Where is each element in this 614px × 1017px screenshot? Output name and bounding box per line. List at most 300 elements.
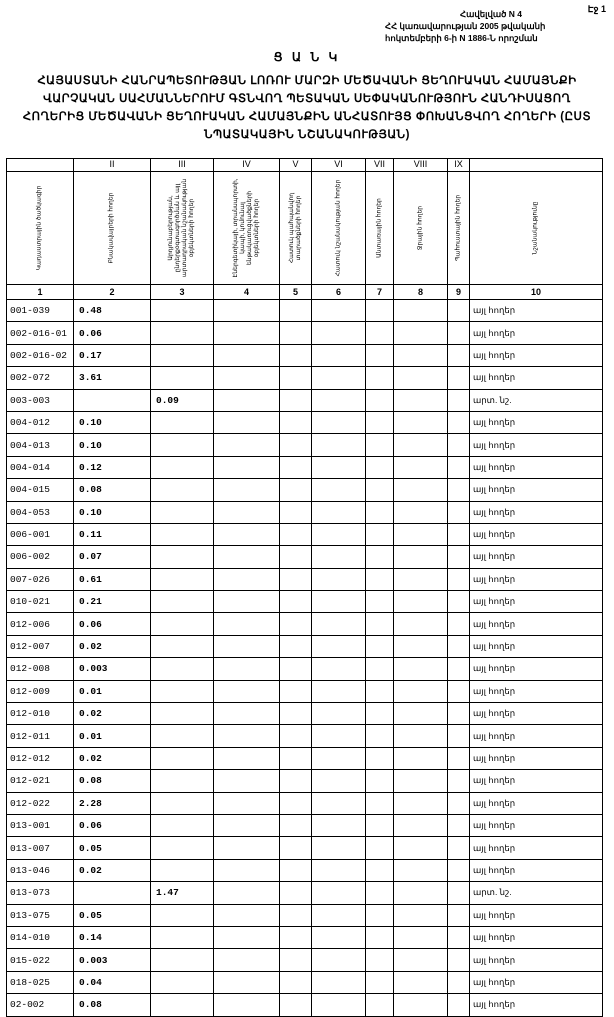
special-area-cell: [312, 546, 366, 568]
reserve-area-cell: [448, 703, 470, 725]
purpose-cell: այլ հողեր: [470, 703, 603, 725]
reserve-area-cell: [448, 770, 470, 792]
reserve-area-cell: [448, 635, 470, 657]
special-area-cell: [312, 300, 366, 322]
special-area-cell: [312, 344, 366, 366]
purpose-cell: այլ հողեր: [470, 971, 603, 993]
water-area-cell: [394, 770, 448, 792]
table-row: [7, 344, 603, 366]
cadastral-code-cell: 012-008: [7, 658, 74, 680]
special-area-cell: [312, 613, 366, 635]
protected-area-cell: [280, 658, 312, 680]
settlement-area-cell: 0.48: [74, 300, 151, 322]
purpose-cell: այլ հողեր: [470, 546, 603, 568]
table-row: [7, 814, 603, 836]
forest-area-cell: [366, 680, 394, 702]
energy-area-cell: [214, 904, 280, 926]
settlement-area-cell: 0.003: [74, 949, 151, 971]
settlement-area-cell: 0.07: [74, 546, 151, 568]
purpose-cell: այլ հողեր: [470, 949, 603, 971]
table-body: [7, 300, 603, 1017]
column-number: 8: [394, 285, 448, 300]
purpose-cell: այլ հողեր: [470, 635, 603, 657]
settlement-area-cell: 0.21: [74, 591, 151, 613]
cadastral-code-cell: 014-010: [7, 926, 74, 948]
protected-area-cell: [280, 322, 312, 344]
reserve-area-cell: [448, 479, 470, 501]
table-row: [7, 479, 603, 501]
settlement-area-cell: 0.05: [74, 837, 151, 859]
column-header-water-lands: [394, 172, 448, 285]
forest-area-cell: [366, 904, 394, 926]
reserve-area-cell: [448, 882, 470, 904]
special-area-cell: [312, 367, 366, 389]
water-area-cell: [394, 859, 448, 881]
industrial-area-cell: [151, 613, 214, 635]
column-header-label: Հատուկ նշանակության հողեր: [335, 179, 341, 277]
protected-area-cell: [280, 389, 312, 411]
special-area-cell: [312, 792, 366, 814]
energy-area-cell: [214, 479, 280, 501]
energy-area-cell: [214, 591, 280, 613]
reserve-area-cell: [448, 546, 470, 568]
purpose-cell: այլ հողեր: [470, 501, 603, 523]
roman-header: [7, 159, 74, 172]
water-area-cell: [394, 882, 448, 904]
table-row: [7, 926, 603, 948]
settlement-area-cell: 0.08: [74, 770, 151, 792]
industrial-area-cell: [151, 367, 214, 389]
cadastral-code-cell: 012-022: [7, 792, 74, 814]
special-area-cell: [312, 971, 366, 993]
table-row: [7, 434, 603, 456]
purpose-cell: այլ հողեր: [470, 792, 603, 814]
cadastral-code-cell: 004-053: [7, 501, 74, 523]
cadastral-code-cell: 012-010: [7, 703, 74, 725]
forest-area-cell: [366, 725, 394, 747]
reserve-area-cell: [448, 434, 470, 456]
reserve-area-cell: [448, 389, 470, 411]
energy-area-cell: [214, 926, 280, 948]
energy-area-cell: [214, 367, 280, 389]
water-area-cell: [394, 680, 448, 702]
forest-area-cell: [366, 456, 394, 478]
forest-area-cell: [366, 837, 394, 859]
water-area-cell: [394, 568, 448, 590]
reserve-area-cell: [448, 300, 470, 322]
table-row: [7, 546, 603, 568]
purpose-cell: այլ հողեր: [470, 456, 603, 478]
special-area-cell: [312, 770, 366, 792]
energy-area-cell: [214, 994, 280, 1016]
special-area-cell: [312, 837, 366, 859]
forest-area-cell: [366, 591, 394, 613]
column-header-protected-lands: [280, 172, 312, 285]
purpose-cell: այլ հողեր: [470, 344, 603, 366]
forest-area-cell: [366, 926, 394, 948]
cadastral-code-cell: 002-016-01: [7, 322, 74, 344]
water-area-cell: [394, 792, 448, 814]
cadastral-code-cell: 007-026: [7, 568, 74, 590]
energy-area-cell: [214, 725, 280, 747]
forest-area-cell: [366, 859, 394, 881]
water-area-cell: [394, 546, 448, 568]
roman-header: III: [151, 159, 214, 172]
table-row: [7, 837, 603, 859]
purpose-cell: այլ հողեր: [470, 658, 603, 680]
table-row: [7, 568, 603, 590]
industrial-area-cell: [151, 411, 214, 433]
column-header-label: Անտառային հողեր: [376, 198, 382, 258]
protected-area-cell: [280, 904, 312, 926]
water-area-cell: [394, 904, 448, 926]
column-number: 6: [312, 285, 366, 300]
water-area-cell: [394, 367, 448, 389]
water-area-cell: [394, 814, 448, 836]
settlement-area-cell: 0.02: [74, 747, 151, 769]
settlement-area-cell: 0.02: [74, 703, 151, 725]
industrial-area-cell: [151, 703, 214, 725]
protected-area-cell: [280, 994, 312, 1016]
cadastral-code-cell: 010-021: [7, 591, 74, 613]
special-area-cell: [312, 434, 366, 456]
water-area-cell: [394, 837, 448, 859]
water-area-cell: [394, 434, 448, 456]
table-row: [7, 300, 603, 322]
protected-area-cell: [280, 523, 312, 545]
protected-area-cell: [280, 814, 312, 836]
cadastral-code-cell: 013-073: [7, 882, 74, 904]
roman-header: VI: [312, 159, 366, 172]
forest-area-cell: [366, 613, 394, 635]
energy-area-cell: [214, 658, 280, 680]
protected-area-cell: [280, 680, 312, 702]
column-header-settlement-lands: [74, 172, 151, 285]
water-area-cell: [394, 591, 448, 613]
special-area-cell: [312, 725, 366, 747]
forest-area-cell: [366, 949, 394, 971]
energy-area-cell: [214, 949, 280, 971]
annex-line-3: հոկտեմբերի 6-ի N 1886-Ն որոշման: [385, 33, 538, 43]
special-area-cell: [312, 747, 366, 769]
industrial-area-cell: [151, 635, 214, 657]
protected-area-cell: [280, 367, 312, 389]
water-area-cell: [394, 411, 448, 433]
reserve-area-cell: [448, 322, 470, 344]
water-area-cell: [394, 456, 448, 478]
water-area-cell: [394, 479, 448, 501]
settlement-area-cell: 0.02: [74, 635, 151, 657]
water-area-cell: [394, 322, 448, 344]
industrial-area-cell: [151, 971, 214, 993]
special-area-cell: [312, 814, 366, 836]
reserve-area-cell: [448, 680, 470, 702]
purpose-cell: այլ հողեր: [470, 770, 603, 792]
industrial-area-cell: [151, 568, 214, 590]
cadastral-code-cell: 002-072: [7, 367, 74, 389]
settlement-area-cell: 3.61: [74, 367, 151, 389]
reserve-area-cell: [448, 725, 470, 747]
protected-area-cell: [280, 837, 312, 859]
column-number: 3: [151, 285, 214, 300]
table-row: [7, 322, 603, 344]
protected-area-cell: [280, 971, 312, 993]
reserve-area-cell: [448, 367, 470, 389]
energy-area-cell: [214, 971, 280, 993]
column-header-industrial-lands: [151, 172, 214, 285]
cadastral-code-cell: 012-007: [7, 635, 74, 657]
cadastral-code-cell: 006-002: [7, 546, 74, 568]
forest-area-cell: [366, 322, 394, 344]
industrial-area-cell: [151, 680, 214, 702]
column-header-row: [7, 172, 603, 285]
document-title: Ց Ա Ն Կ: [273, 50, 341, 64]
forest-area-cell: [366, 434, 394, 456]
industrial-area-cell: [151, 949, 214, 971]
roman-header: VIII: [394, 159, 448, 172]
settlement-area-cell: [74, 389, 151, 411]
protected-area-cell: [280, 613, 312, 635]
industrial-area-cell: [151, 456, 214, 478]
energy-area-cell: [214, 814, 280, 836]
reserve-area-cell: [448, 837, 470, 859]
roman-header: IV: [214, 159, 280, 172]
reserve-area-cell: [448, 971, 470, 993]
forest-area-cell: [366, 546, 394, 568]
water-area-cell: [394, 501, 448, 523]
cadastral-code-cell: 004-013: [7, 434, 74, 456]
industrial-area-cell: [151, 792, 214, 814]
protected-area-cell: [280, 703, 312, 725]
table-row: [7, 882, 603, 904]
table-row: [7, 591, 603, 613]
protected-area-cell: [280, 479, 312, 501]
settlement-area-cell: [74, 882, 151, 904]
industrial-area-cell: [151, 904, 214, 926]
roman-header: II: [74, 159, 151, 172]
protected-area-cell: [280, 747, 312, 769]
reserve-area-cell: [448, 949, 470, 971]
reserve-area-cell: [448, 501, 470, 523]
forest-area-cell: [366, 389, 394, 411]
industrial-area-cell: [151, 747, 214, 769]
purpose-cell: այլ հողեր: [470, 591, 603, 613]
table-row: [7, 703, 603, 725]
table-row: [7, 680, 603, 702]
column-number: 10: [470, 285, 603, 300]
industrial-area-cell: [151, 501, 214, 523]
cadastral-code-cell: 013-007: [7, 837, 74, 859]
protected-area-cell: [280, 456, 312, 478]
reserve-area-cell: [448, 904, 470, 926]
column-number: 5: [280, 285, 312, 300]
forest-area-cell: [366, 882, 394, 904]
water-area-cell: [394, 971, 448, 993]
table-row: [7, 501, 603, 523]
protected-area-cell: [280, 635, 312, 657]
protected-area-cell: [280, 859, 312, 881]
energy-area-cell: [214, 770, 280, 792]
purpose-cell: այլ հողեր: [470, 479, 603, 501]
reserve-area-cell: [448, 568, 470, 590]
column-header-special-lands: [312, 172, 366, 285]
land-table: [6, 158, 603, 1017]
column-header-energy-lands: [214, 172, 280, 285]
table-row: [7, 411, 603, 433]
settlement-area-cell: 0.04: [74, 971, 151, 993]
industrial-area-cell: [151, 300, 214, 322]
settlement-area-cell: 2.28: [74, 792, 151, 814]
reserve-area-cell: [448, 591, 470, 613]
cadastral-code-cell: 015-022: [7, 949, 74, 971]
settlement-area-cell: 0.10: [74, 434, 151, 456]
settlement-area-cell: 0.12: [74, 456, 151, 478]
column-number: 2: [74, 285, 151, 300]
table-row: [7, 747, 603, 769]
cadastral-code-cell: 004-014: [7, 456, 74, 478]
table-row: [7, 859, 603, 881]
forest-area-cell: [366, 747, 394, 769]
forest-area-cell: [366, 792, 394, 814]
table-row: [7, 904, 603, 926]
industrial-area-cell: [151, 523, 214, 545]
special-area-cell: [312, 904, 366, 926]
industrial-area-cell: [151, 814, 214, 836]
protected-area-cell: [280, 591, 312, 613]
purpose-cell: այլ հողեր: [470, 680, 603, 702]
purpose-cell: այլ հողեր: [470, 814, 603, 836]
industrial-area-cell: 1.47: [151, 882, 214, 904]
special-area-cell: [312, 949, 366, 971]
forest-area-cell: [366, 568, 394, 590]
annex-header: [385, 8, 605, 44]
roman-header: VII: [366, 159, 394, 172]
reserve-area-cell: [448, 994, 470, 1016]
table-row: [7, 770, 603, 792]
purpose-cell: այլ հողեր: [470, 367, 603, 389]
reserve-area-cell: [448, 456, 470, 478]
industrial-area-cell: [151, 770, 214, 792]
column-number: 1: [7, 285, 74, 300]
water-area-cell: [394, 725, 448, 747]
forest-area-cell: [366, 994, 394, 1016]
energy-area-cell: [214, 344, 280, 366]
water-area-cell: [394, 926, 448, 948]
energy-area-cell: [214, 411, 280, 433]
cadastral-code-cell: 012-021: [7, 770, 74, 792]
cadastral-code-cell: 012-011: [7, 725, 74, 747]
water-area-cell: [394, 613, 448, 635]
industrial-area-cell: [151, 837, 214, 859]
energy-area-cell: [214, 300, 280, 322]
energy-area-cell: [214, 613, 280, 635]
forest-area-cell: [366, 770, 394, 792]
industrial-area-cell: [151, 322, 214, 344]
industrial-area-cell: [151, 658, 214, 680]
purpose-cell: այլ հողեր: [470, 859, 603, 881]
reserve-area-cell: [448, 411, 470, 433]
protected-area-cell: [280, 882, 312, 904]
table-row: [7, 523, 603, 545]
special-area-cell: [312, 680, 366, 702]
settlement-area-cell: 0.02: [74, 859, 151, 881]
cadastral-code-cell: 013-046: [7, 859, 74, 881]
annex-line-1: Հավելված N 4: [460, 9, 522, 19]
cadastral-code-cell: 012-009: [7, 680, 74, 702]
cadastral-code-cell: 013-075: [7, 904, 74, 926]
forest-area-cell: [366, 300, 394, 322]
energy-area-cell: [214, 434, 280, 456]
forest-area-cell: [366, 635, 394, 657]
table-row: [7, 949, 603, 971]
column-header-label: Նշանակությունը: [532, 201, 539, 255]
purpose-cell: այլ հողեր: [470, 725, 603, 747]
forest-area-cell: [366, 344, 394, 366]
settlement-area-cell: 0.08: [74, 479, 151, 501]
industrial-area-cell: [151, 546, 214, 568]
settlement-area-cell: 0.14: [74, 926, 151, 948]
column-header-label: Էներգետիկայի, տրանսպորտի, կապի, կոմունալ ենթակառուցվածքների օբյեկտների հողեր: [232, 178, 260, 278]
settlement-area-cell: 0.003: [74, 658, 151, 680]
settlement-area-cell: 0.11: [74, 523, 151, 545]
column-header-label: Բնակավայրերի հողեր: [108, 192, 115, 264]
column-header-label: Ջրային հողեր: [417, 205, 423, 251]
water-area-cell: [394, 747, 448, 769]
purpose-cell: այլ հողեր: [470, 613, 603, 635]
industrial-area-cell: 0.09: [151, 389, 214, 411]
energy-area-cell: [214, 680, 280, 702]
reserve-area-cell: [448, 747, 470, 769]
column-header-reserve-lands: [448, 172, 470, 285]
document-subtitle: ՀԱՅԱՍՏԱՆԻ ՀԱՆՐԱՊԵՏՈՒԹՅԱՆ ԼՈՌՈՒ ՄԱՐԶԻ ՄԵԾԱՎԱՆԻ ՑԵՂՈՒԱԿԱՆ ՀԱՄԱՅՆՔԻ ՎԱՐՉԱԿԱՆ ՍԱՀՄԱՆՆԵՐՈՒՄ ԳՏՆՎՈՂ ՊԵՏԱԿԱՆ ՍԵՓԱԿԱՆՈՒԹՅՈՒՆ ՀԱՆԴԻՍԱՑՈՂ ՀՈՂԵՐԻՑ ՄԵԾԱՎԱՆԻ ՑԵՂՈՒԱԿԱՆ ՀԱՄԱՅՆՔԻՆ ԱՆՀԱՏՈՒՅՑ ՓՈԽԱՆՑՎՈՂ ՀՈՂԵՐԻ (ԸՍՏ ՆՊԱՏԱԿԱՅԻՆ ՆՇԱՆԱԿՈՒԹՅԱՆ): [22, 75, 592, 141]
forest-area-cell: [366, 479, 394, 501]
cadastral-code-cell: 002-016-02: [7, 344, 74, 366]
special-area-cell: [312, 658, 366, 680]
industrial-area-cell: [151, 434, 214, 456]
table-row: [7, 456, 603, 478]
table-row: [7, 613, 603, 635]
purpose-cell: այլ հողեր: [470, 434, 603, 456]
industrial-area-cell: [151, 591, 214, 613]
page-number: Էջ 1: [587, 4, 606, 14]
cadastral-code-cell: 012-012: [7, 747, 74, 769]
forest-area-cell: [366, 411, 394, 433]
settlement-area-cell: 0.06: [74, 322, 151, 344]
cadastral-code-cell: 013-001: [7, 814, 74, 836]
roman-header: V: [280, 159, 312, 172]
table-row: [7, 658, 603, 680]
energy-area-cell: [214, 523, 280, 545]
forest-area-cell: [366, 523, 394, 545]
energy-area-cell: [214, 792, 280, 814]
purpose-cell: այլ հողեր: [470, 568, 603, 590]
column-header-cadastral-code: [7, 172, 74, 285]
special-area-cell: [312, 703, 366, 725]
reserve-area-cell: [448, 792, 470, 814]
forest-area-cell: [366, 658, 394, 680]
reserve-area-cell: [448, 814, 470, 836]
column-header-label: Կադաստրային ծածկագիր: [36, 185, 43, 271]
column-number: 9: [448, 285, 470, 300]
energy-area-cell: [214, 501, 280, 523]
table-row: [7, 389, 603, 411]
forest-area-cell: [366, 703, 394, 725]
reserve-area-cell: [448, 613, 470, 635]
forest-area-cell: [366, 971, 394, 993]
industrial-area-cell: [151, 725, 214, 747]
energy-area-cell: [214, 456, 280, 478]
cadastral-code-cell: 012-006: [7, 613, 74, 635]
